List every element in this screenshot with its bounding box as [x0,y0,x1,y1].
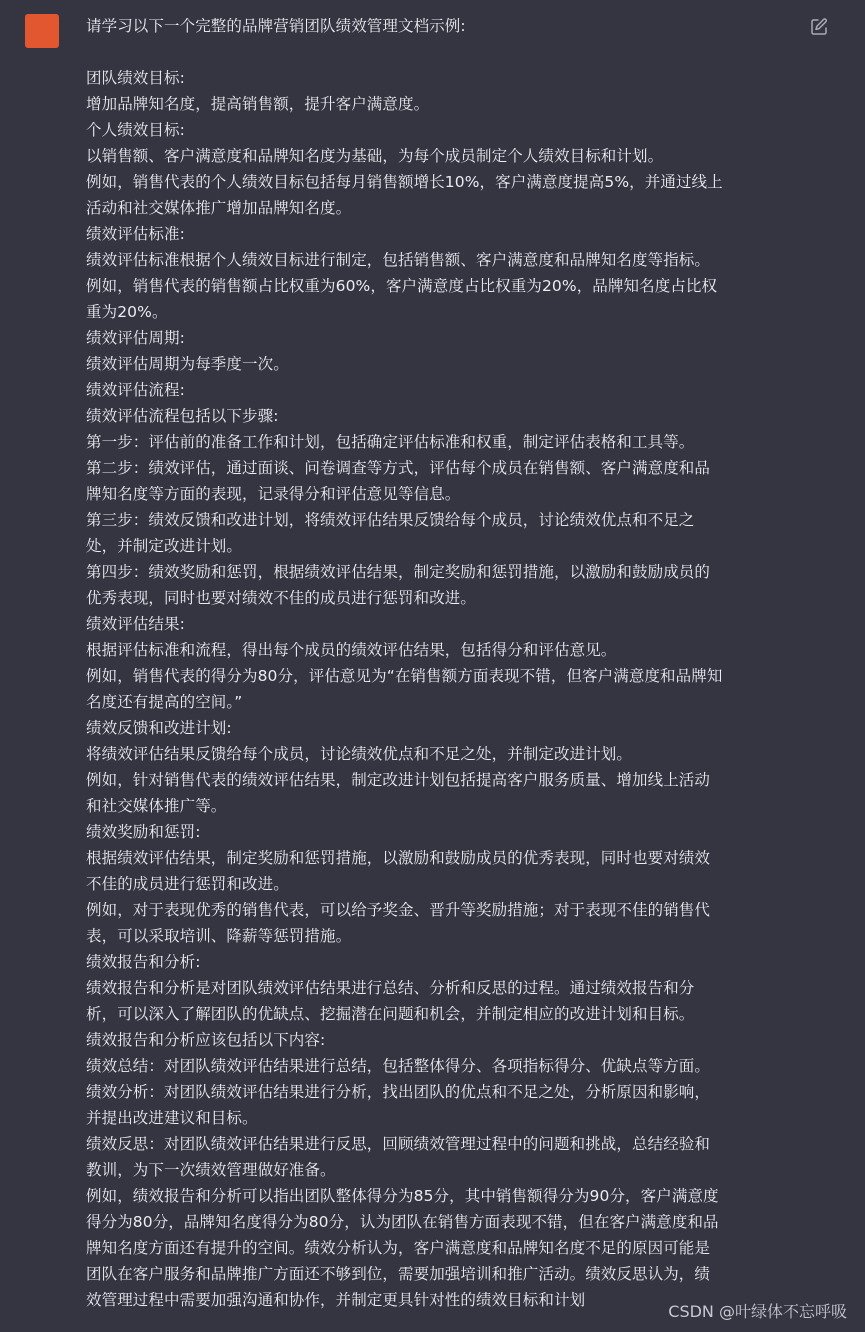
message-line: 团队在客户服务和品牌推广方面还不够到位，需要加强培训和推广活动。绩效反思认为，绩 [86,1265,711,1283]
edit-icon[interactable] [809,17,829,37]
message-line: 绩效报告和分析应该包括以下内容: [86,1031,326,1049]
message-line: 绩效评估流程: [86,381,185,399]
message-line: 绩效报告和分析是对团队绩效评估结果进行总结、分析和反思的过程。通过绩效报告和分 [86,979,695,997]
message-line: 绩效评估周期: [86,329,185,347]
message-line: 将绩效评估结果反馈给每个成员，讨论绩效优点和不足之处，并制定改进计划。 [86,745,633,763]
message-line: 析，可以深入了解团队的优缺点、挖掘潜在问题和机会，并制定相应的改进计划和目标。 [86,1005,695,1023]
message-line: 优秀表现，同时也要对绩效不佳的成员进行惩罚和改进。 [86,589,477,607]
message-line: 牌知名度方面还有提升的空间。绩效分析认为，客户满意度和品牌知名度不足的原因可能是 [86,1239,711,1257]
message-line: 第三步：绩效反馈和改进计划，将绩效评估结果反馈给每个成员，讨论绩效优点和不足之 [86,511,695,529]
watermark: CSDN @叶绿体不忘呼吸 [668,1302,847,1321]
message-line: 并提出改进建议和目标。 [86,1109,258,1127]
message-line: 绩效奖励和惩罚: [86,823,201,841]
message-line: 和社交媒体推广等。 [86,797,227,815]
message-line: 第一步：评估前的准备工作和计划，包括确定评估标准和权重，制定评估表格和工具等。 [86,433,695,451]
message-line: 绩效反思：对团队绩效评估结果进行反思，回顾绩效管理过程中的问题和挑战，总结经验和 [86,1135,711,1153]
message-line: 得分为80分，品牌知名度得分为80分，认为团队在销售方面表现不错，但在客户满意度和品 [86,1213,719,1231]
message-line: 根据绩效评估结果，制定奖励和惩罚措施，以激励和鼓励成员的优秀表现，同时也要对绩效 [86,849,711,867]
user-message [86,13,806,1313]
message-line: 增加品牌知名度，提高销售额，提升客户满意度。 [86,95,430,113]
message-line: 个人绩效目标: [86,121,185,139]
message-line: 例如，销售代表的销售额占比权重为60%，客户满意度占比权重为20%，品牌知名度占比权 [86,277,718,295]
message-line: 效管理过程中需要加强沟通和协作，并制定更具针对性的绩效目标和计划 [86,1291,586,1309]
message-line [86,39,806,65]
message-line: 例如，对于表现优秀的销售代表，可以给予奖金、晋升等奖励措施；对于表现不佳的销售代 [86,901,711,919]
message-line: 绩效报告和分析: [86,953,201,971]
avatar [25,14,59,48]
message-line: 牌知名度等方面的表现，记录得分和评估意见等信息。 [86,485,461,503]
message-line: 活动和社交媒体推广增加品牌知名度。 [86,199,352,217]
message-line: 例如，销售代表的得分为80分，评估意见为“在销售额方面表现不错，但客户满意度和品牌知 [86,667,723,685]
message-line: 不佳的成员进行惩罚和改进。 [86,875,289,893]
message-line: 例如，绩效报告和分析可以指出团队整体得分为85分，其中销售额得分为90分，客户满意度 [86,1187,719,1205]
message-line: 请学习以下一个完整的品牌营销团队绩效管理文档示例: [86,17,466,35]
message-line: 团队绩效目标: [86,69,185,87]
message-line: 第四步：绩效奖励和惩罚，根据绩效评估结果，制定奖励和惩罚措施，以激励和鼓励成员的 [86,563,711,581]
message-line: 绩效评估标准: [86,225,185,243]
message-line: 例如，销售代表的个人绩效目标包括每月销售额增长10%，客户满意度提高5%，并通过线上 [86,173,723,191]
message-line: 根据评估标准和流程，得出每个成员的绩效评估结果，包括得分和评估意见。 [86,641,617,659]
message-line: 绩效评估周期为每季度一次。 [86,355,289,373]
message-line: 重为20%。 [86,303,168,321]
message-line: 绩效评估标准根据个人绩效目标进行制定，包括销售额、客户满意度和品牌知名度等指标。 [86,251,711,269]
message-line: 绩效分析：对团队绩效评估结果进行分析，找出团队的优点和不足之处，分析原因和影响， [86,1083,711,1101]
message-line: 绩效评估结果: [86,615,185,633]
message-line: 以销售额、客户满意度和品牌知名度为基础，为每个成员制定个人绩效目标和计划。 [86,147,664,165]
message-line: 绩效反馈和改进计划: [86,719,232,737]
message-line: 表，可以采取培训、降薪等惩罚措施。 [86,927,352,945]
message-line: 名度还有提高的空间。” [86,693,243,711]
message-line: 教训，为下一次绩效管理做好准备。 [86,1161,336,1179]
message-line: 第二步：绩效评估，通过面谈、问卷调查等方式，评估每个成员在销售额、客户满意度和品 [86,459,711,477]
message-line: 例如，针对销售代表的绩效评估结果，制定改进计划包括提高客户服务质量、增加线上活动 [86,771,711,789]
message-line: 绩效总结：对团队绩效评估结果进行总结，包括整体得分、各项指标得分、优缺点等方面。 [86,1057,711,1075]
message-line: 处，并制定改进计划。 [86,537,243,555]
message-line: 绩效评估流程包括以下步骤: [86,407,279,425]
